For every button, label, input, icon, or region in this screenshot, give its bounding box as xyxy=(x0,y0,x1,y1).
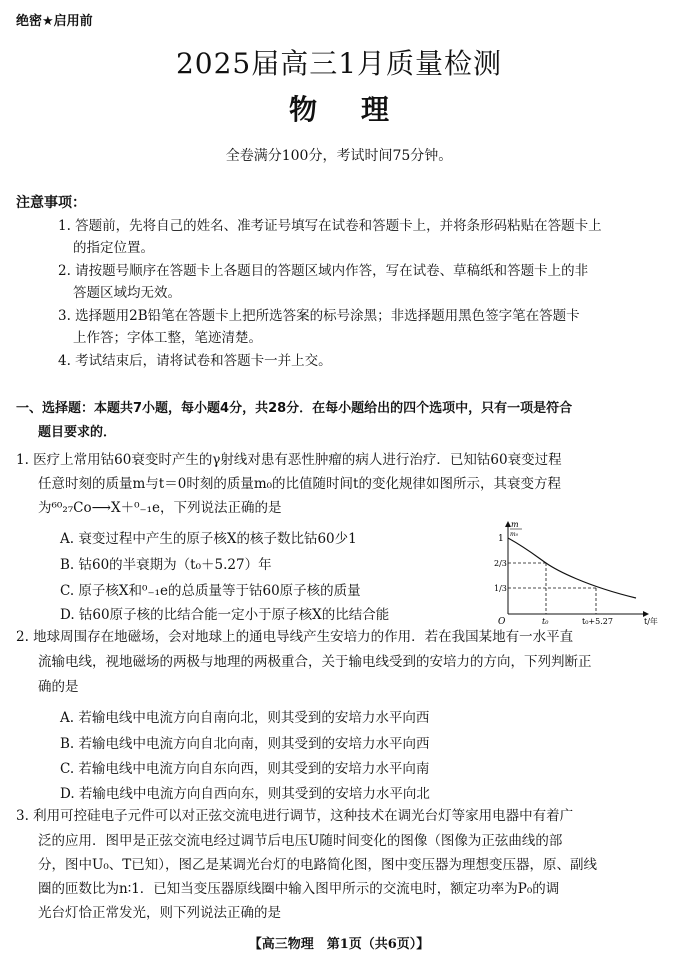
subject-char-2: 理 xyxy=(361,93,390,126)
notes-line: 的指定位置。 xyxy=(73,240,154,256)
y-tick-one-third: 1/3 xyxy=(494,584,507,593)
q2-stem-line: 确的是 xyxy=(38,679,79,695)
q2-option-d: D. 若输电线中电流方向自西向东，则其受到的安培力水平向北 xyxy=(60,786,430,802)
q2-stem-line: 2. 地球周围存在地磁场，会对地球上的通电导线产生安培力的作用．若在我国某地有一水平直 xyxy=(16,629,574,645)
page-footer: 【高三物理 第1页（共6页）】 xyxy=(248,937,430,952)
q2-option-b: B. 若输电线中电流方向自北向南，则其受到的安培力水平向西 xyxy=(60,736,430,752)
y-label-numerator: m xyxy=(511,520,519,529)
origin-label: O xyxy=(498,617,506,627)
x-axis-unit: t/年 xyxy=(644,617,658,626)
q1-option-a: A. 衰变过程中产生的原子核X的核子数比钴60少1 xyxy=(60,531,357,547)
notes-line: 答题区域均无效。 xyxy=(73,285,181,301)
q2-stem-line: 流输电线，视地磁场的两极与地理的两极重合，关于输电线受到的安培力的方向，下列判断正 xyxy=(38,654,592,670)
q1-stem-line: 为⁶⁰₂₇Co⟶X＋⁰₋₁e，下列说法正确的是 xyxy=(38,500,282,516)
q3-stem-line: 3. 利用可控硅电子元件可以对正弦交流电进行调节，这种技术在调光台灯等家用电器中有着广 xyxy=(16,808,574,824)
decay-curve xyxy=(508,538,636,598)
q3-stem-line: 泛的应用．图甲是正弦交流电经过调节后电压U随时间变化的图像（图像为正弦曲线的部 xyxy=(38,833,563,849)
y-label-denominator: m₀ xyxy=(510,531,519,538)
y-tick-two-thirds: 2/3 xyxy=(494,559,507,568)
q3-stem-line: 分，图中U₀、T已知），图乙是某调光台灯的电路简化图，图中变压器为理想变压器，原、副线 xyxy=(38,857,598,873)
q3-stem-line: 圈的匝数比为n∶1．已知当变压器原线圈中输入图甲所示的交流电时，额定功率为P₀的调 xyxy=(38,881,560,897)
x-tick-t1: t₀+5.27 xyxy=(582,617,613,626)
confidential-label: 绝密★启用前 xyxy=(16,14,93,29)
score-time-line: 全卷满分100分，考试时间75分钟。 xyxy=(225,148,453,164)
notes-line: 1. 答题前，先将自己的姓名、准考证号填写在试卷和答题卡上，并将条形码粘贴在答题卡上 xyxy=(58,218,602,234)
section-heading-cont: 题目要求的． xyxy=(38,425,117,440)
notes-line: 3. 选择题用2B铅笔在答题卡上把所选答案的标号涂黑；非选择题用黑色签字笔在答题卡 xyxy=(58,308,580,324)
exam-title: 2025届高三1月质量检测 xyxy=(175,47,503,80)
q1-stem-line: 1. 医疗上常用钴60衰变时产生的γ射线对患有恶性肿瘤的病人进行治疗．已知钴60衰变过程 xyxy=(16,452,562,468)
q2-option-c: C. 若输电线中电流方向自东向西，则其受到的安培力水平向南 xyxy=(60,761,430,777)
q1-stem-line: 任意时刻的质量m与t＝0时刻的质量m₀的比值随时间t的变化规律如图所示，其衰变方程 xyxy=(38,476,561,492)
notes-line: 4. 考试结束后，请将试卷和答题卡一并上交。 xyxy=(58,353,332,369)
q1-option-d: D. 钴60原子核的比结合能一定小于原子核X的比结合能 xyxy=(60,607,390,623)
q2-option-a: A. 若输电线中电流方向自南向北，则其受到的安培力水平向西 xyxy=(60,710,430,726)
q1-option-b: B. 钴60的半衰期为（t₀＋5.27）年 xyxy=(60,557,272,573)
subject-char-1: 物 xyxy=(288,93,317,126)
subject-title xyxy=(0,88,678,128)
notes-heading: 注意事项： xyxy=(16,195,86,211)
notes-line: 2. 请按题号顺序在答题卡上各题目的答题区域内作答，写在试卷、草稿纸和答题卡上的非 xyxy=(58,263,589,279)
x-tick-t0: t₀ xyxy=(542,617,549,626)
section-heading: 一、选择题：本题共7小题，每小题4分，共28分．在每小题给出的四个选项中，只有一项是符合 xyxy=(16,401,573,416)
decay-curve-graph xyxy=(486,518,666,628)
notes-line: 上作答；字体工整，笔迹清楚。 xyxy=(73,330,262,346)
q3-stem-line: 光台灯恰正常发光，则下列说法正确的是 xyxy=(38,905,281,921)
y-tick-1: 1 xyxy=(498,534,504,544)
q1-option-c: C. 原子核X和⁰₋₁e的总质量等于钴60原子核的质量 xyxy=(60,583,361,599)
